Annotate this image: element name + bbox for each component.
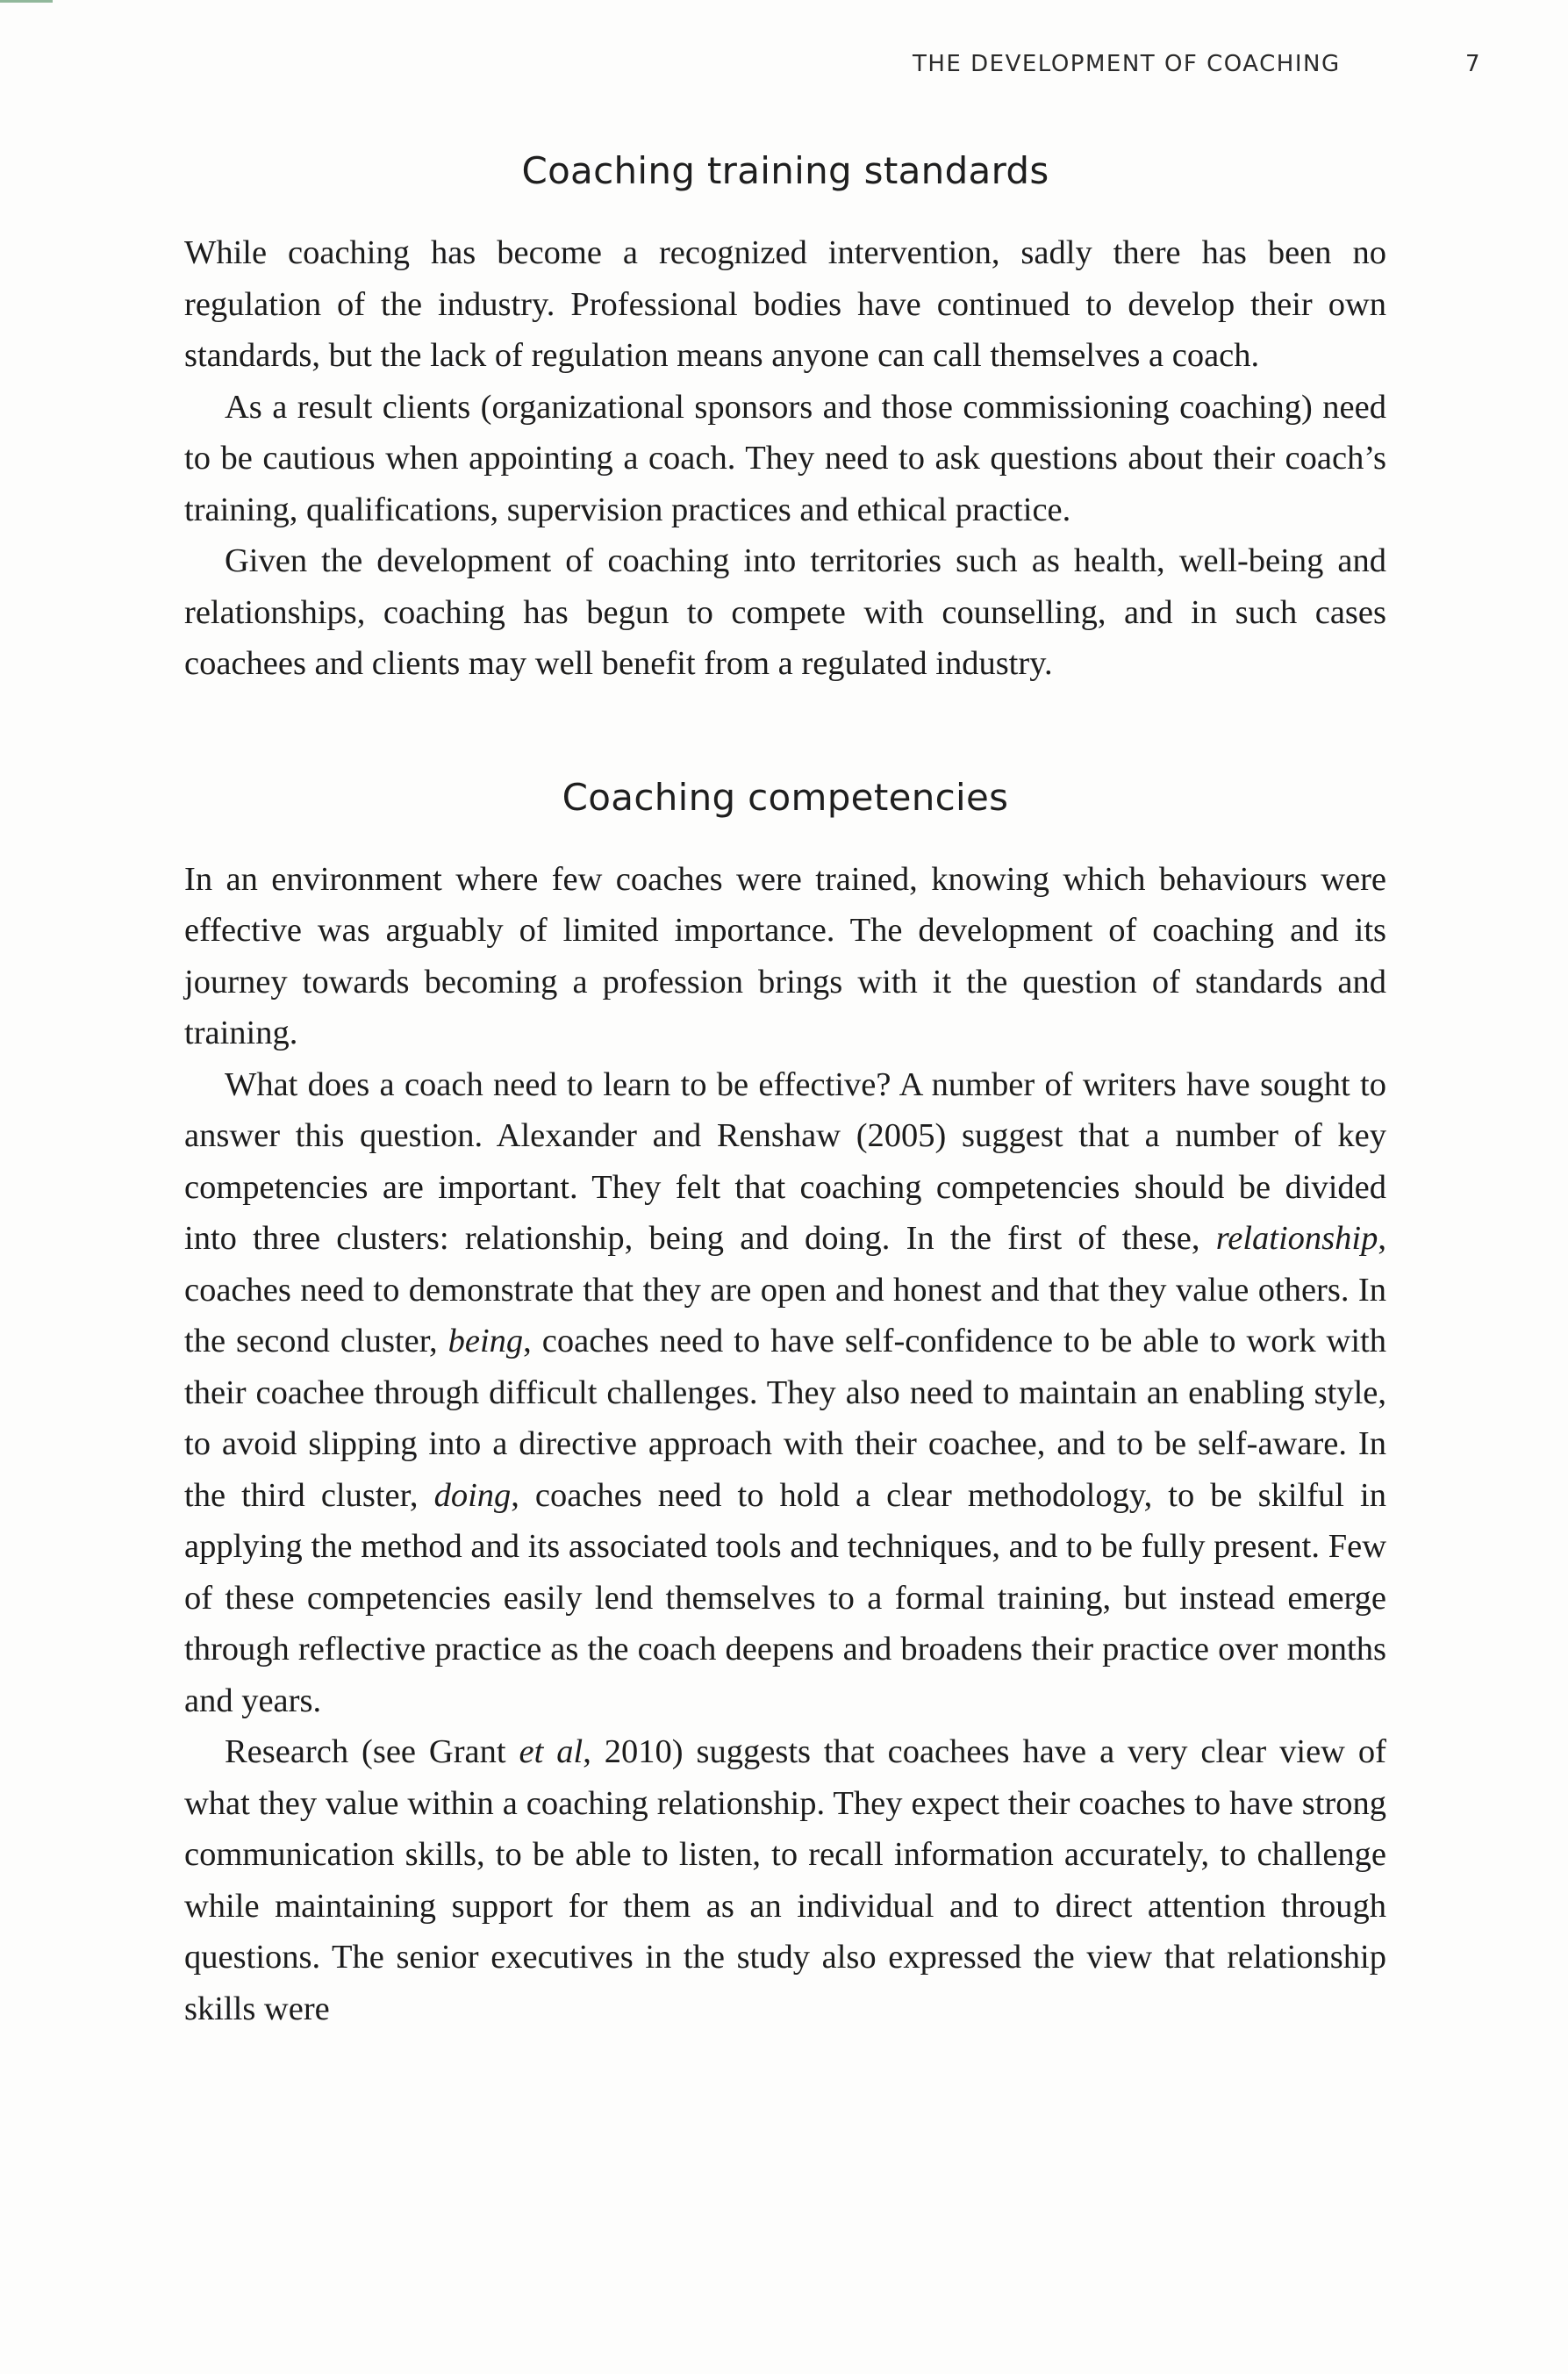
paragraph-key-competencies [184, 1059, 1386, 1727]
paragraph-environment: In an environment where few coaches were trained, knowing which behaviours were effective was arguably of limited importance. The development of coaching and its journey towards becoming a profession brings with it the question of standards and training. [184, 860, 1386, 1051]
paragraph-territories: Given the development of coaching into territories such as health, well-being and relationships, coaching has begun to compete with counselling, and in such cases coachees and clients may well benefit from a regulated industry. [184, 542, 1386, 682]
running-header: THE DEVELOPMENT OF COACHING [913, 51, 1341, 77]
page-number: 7 [1465, 51, 1480, 77]
competencies-text-4: , coaches need to hold a clear methodology, to be skilful in applying the method and its associated tools and techniques, and to be fully present. Few of these competencies easily lend themselves to a formal training, but instead emerge through reflective practice as the coach deepens and broadens their practice over months and years. [184, 1476, 1386, 1719]
competencies-text-2: , coaches need to demonstrate that they are open and honest and that they value others. In the second cluster, [184, 1220, 1386, 1359]
section-heading-training-standards: Coaching training standards [521, 149, 1049, 192]
paragraph-clients-caution: As a result clients (organizational sponsors and those commissioning coaching) need to be cautious when appointing a coach. They need to ask questions about their coach’s training, qualifications, supervision practices and ethical practice. [184, 388, 1386, 528]
page-body [184, 149, 1386, 2034]
competencies-text-1: What does a coach need to learn to be effective? A number of writers have sought to answer this question. Alexander and Renshaw (2005) suggest that a number of key competencies are important. They felt that coaching competencies should be divided into three clusters: relationship, being and doing. In the first of these, [184, 1065, 1386, 1257]
scan-edge-mark [0, 0, 53, 3]
research-text-1: Research (see Grant [225, 1733, 519, 1770]
term-relationship: relationship [1215, 1220, 1378, 1257]
citation-et-al: et al [519, 1733, 584, 1770]
research-text-2: , 2010) suggests that coachees have a very clear view of what they value within a coaching relationship. They expect their coaches to have strong communication skills, to be able to listen, to recall information accurately, to challenge while maintaining support for them as an individual and to direct attention through questions. The senior executives in the study also expressed the view that relationship skills were [184, 1733, 1386, 2027]
paragraph-regulation: While coaching has become a recognized intervention, sadly there has been no regulation of the industry. Professional bodies have continued to develop their own standards, but the lack of regulation means anyone can call themselves a coach. [184, 234, 1386, 374]
paragraph-research [184, 1726, 1386, 2034]
term-being: being [447, 1323, 524, 1359]
competencies-text-3: , coaches need to have self-confidence to be able to work with their coachee through difficult challenges. They also need to maintain an enabling style, to avoid slipping into a directive approach with their coachee, and to be self-aware. In the third cluster, [184, 1323, 1386, 1514]
term-doing: doing [433, 1476, 512, 1514]
section-heading-competencies: Coaching competencies [562, 775, 1009, 819]
